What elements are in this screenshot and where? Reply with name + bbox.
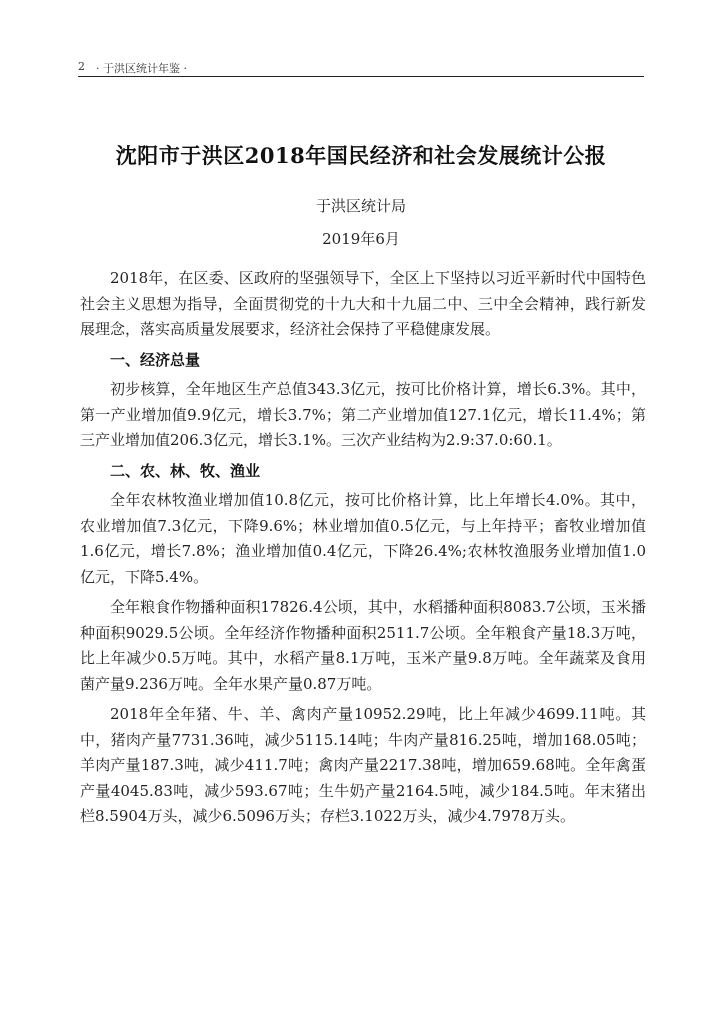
document-body — [80, 266, 646, 835]
page-number: 2 — [78, 60, 85, 73]
page-title: 沈阳市于洪区2018年国民经济和社会发展统计公报 — [115, 143, 607, 168]
section-heading-agriculture: 二、农、林、牧、渔业 — [110, 461, 261, 480]
paragraph: 全年粮食作物播种面积17826.4公顷，其中，水稻播种面积8083.7公顷，玉米播种面积9029.5公顷。全年经济作物播种面积2511.7公顷。全年粮食产量18.3万吨，比上年减少0.5万吨。其中，水稻产量8.1万吨，玉米产量9.8万吨。全年蔬菜及食用菌产量9.236万吨。全年水果产量0.87万吨。 — [80, 598, 646, 693]
publish-date: 2019年6月 — [322, 230, 400, 248]
issuing-agency: 于洪区统计局 — [315, 197, 406, 215]
paragraph: 全年农林牧渔业增加值10.8亿元，按可比价格计算，比上年增长4.0%。其中，农业增加值7.3亿元，下降9.6%；林业增加值0.5亿元，与上年持平；畜牧业增加值1.6亿元，增长7.8%；渔业增加值0.4亿元，下降26.4%;农林牧渔服务业增加值1.0亿元，下降5.4%。 — [80, 491, 646, 586]
paragraph: 初步核算，全年地区生产总值343.3亿元，按可比价格计算，增长6.3%。其中，第一产业增加值9.9亿元，增长3.7%；第二产业增加值127.1亿元，增长11.4%；第三产业增加值206.3亿元，增长3.1%。三次产业结构为2.9:37.0:60.1。 — [80, 380, 646, 449]
intro-paragraph: 2018年，在区委、区政府的坚强领导下，全区上下坚持以习近平新时代中国特色社会主义思想为指导，全面贯彻党的十九大和十九届二中、三中全会精神，践行新发展理念，落实高质量发展要求，经济社会保持了平稳健康发展。 — [80, 269, 646, 338]
paragraph: 2018年全年猪、牛、羊、禽肉产量10952.29吨，比上年减少4699.11吨。其中，猪肉产量7731.36吨，减少5115.14吨；牛肉产量816.25吨，增加168.05吨；羊肉产量187.3吨，减少411.7吨；禽肉产量2217.38吨，增加659.68吨。全年禽蛋产量4045.83吨，减少593.67吨；生牛奶产量2164.5吨，减少184.5吨。年末猪出栏8.5904万头，减少6.5096万头；存栏3.1022万头，减少4.7978万头。 — [80, 705, 646, 825]
section-heading-economy: 一、经济总量 — [110, 350, 201, 369]
header-rule — [78, 76, 644, 77]
running-header — [78, 58, 644, 78]
book-title: · 于洪区统计年鉴 · — [96, 62, 187, 75]
